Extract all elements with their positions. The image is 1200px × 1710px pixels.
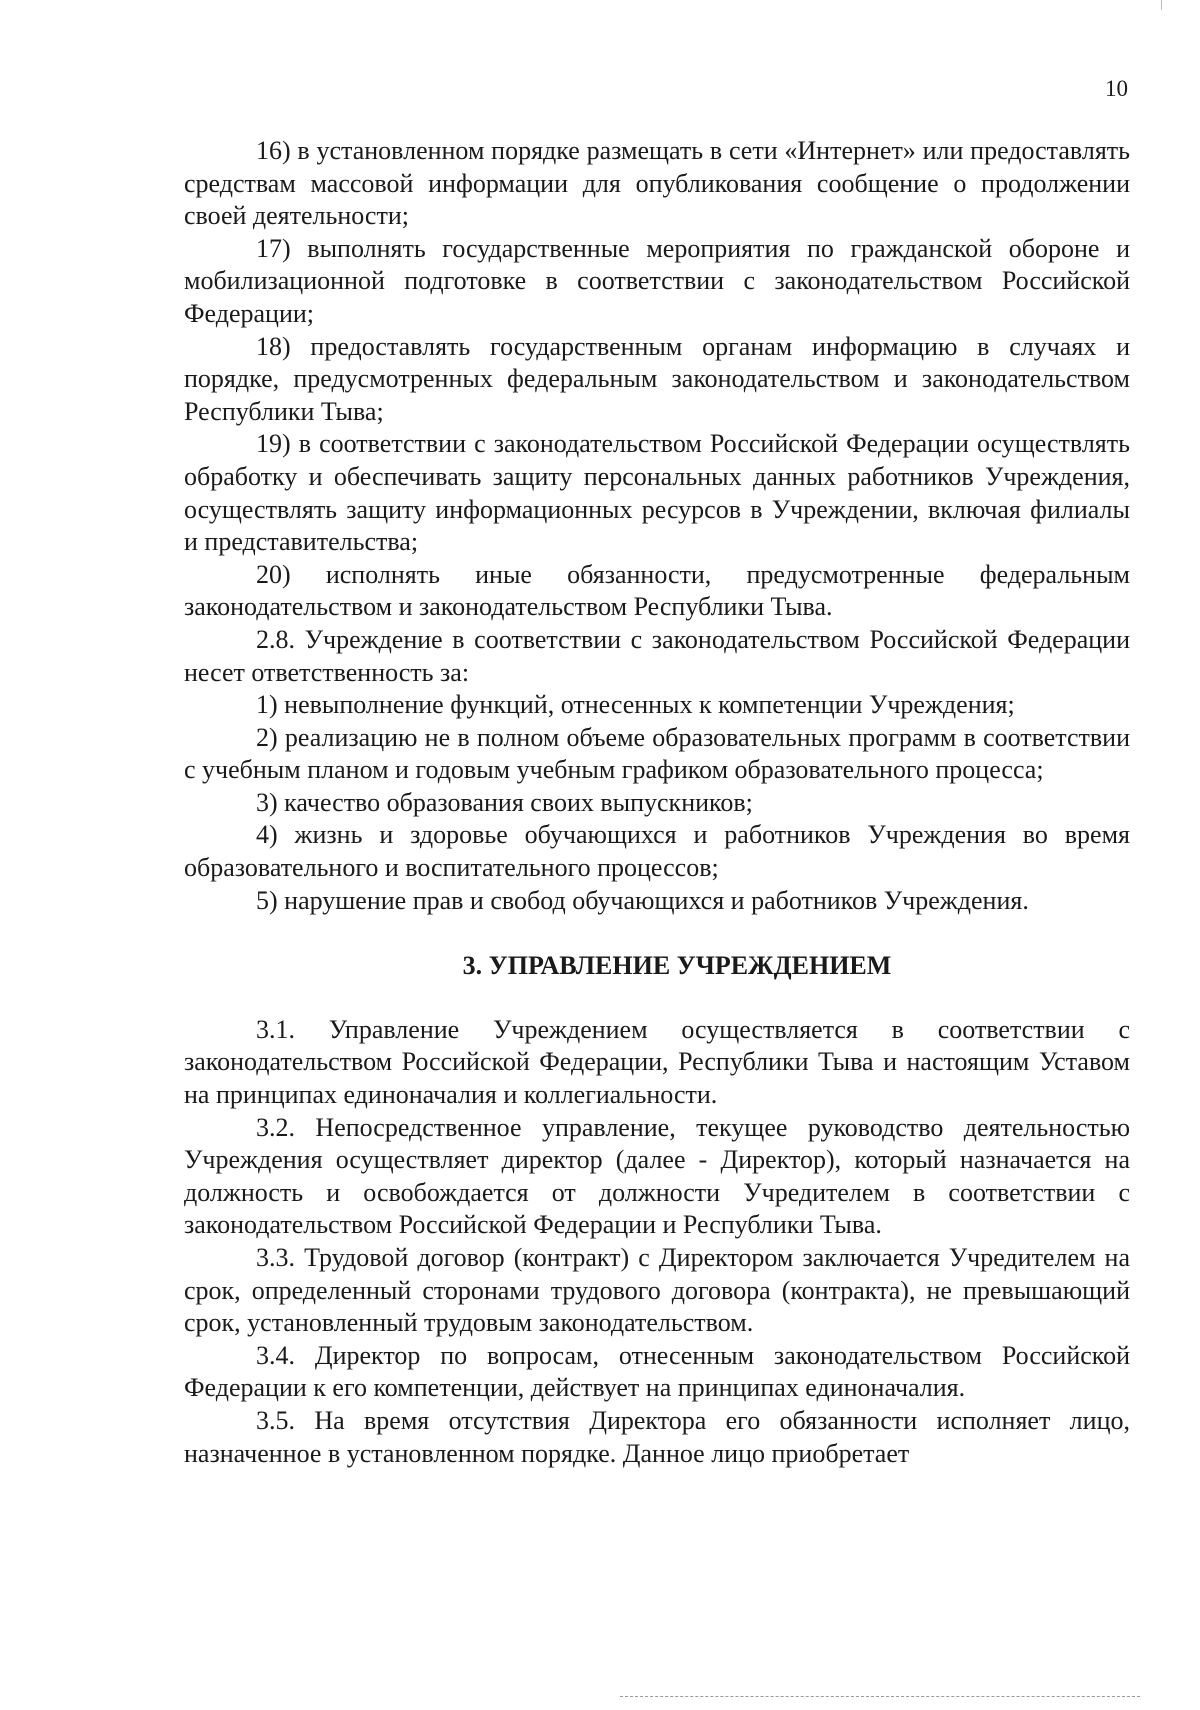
page-number: 10 — [1105, 76, 1128, 101]
list-item-16: 16) в установленном порядке размещать в сети «Интернет» или предоставлять средствам массовой информации для опубликования сообщение о продолжении своей деятельности; — [184, 136, 1130, 231]
clause-3-2: 3.2. Непосредственное управление, текущее руководство деятельностью Учреждения осуществляет директор (далее - Директор), который назначается на должность и освобождается от должности Учредителем в соответствии с законодательством Российской Федерации и Республики Тыва. — [184, 1112, 1130, 1240]
clause-3-1: 3.1. Управление Учреждением осуществляется в соответствии с законодательством Российской Федерации, Республики Тыва и настоящим Уставом на принципах единоначалия и коллегиальности. — [184, 1014, 1130, 1110]
clause-3-4: 3.4. Директор по вопросам, отнесенным законодательством Российской Федерации к его компетенции, действует на принципах единоначалия. — [184, 1340, 1130, 1403]
scan-edge-line — [620, 1696, 1140, 1698]
clause-3-5: 3.5. На время отсутствия Директора его обязанности исполняет лицо, назначенное в установленном порядке. Данное лицо приобретает — [184, 1405, 1130, 1468]
list-item-18: 18) предоставлять государственным органам информацию в случаях и порядке, предусмотренных федеральным законодательством и законодательством Республики Тыва; — [184, 331, 1130, 426]
list-item-20: 20) исполнять иные обязанности, предусмотренные федеральным законодательством и законодательством Республики Тыва. — [184, 559, 1130, 622]
clause-3-3: 3.3. Трудовой договор (контракт) с Директором заключается Учредителем на срок, определенный сторонами трудового договора (контракта), не превышающий срок, установленный трудовым законодательством. — [184, 1243, 1130, 1338]
responsibility-item-2: 2) реализацию не в полном объеме образовательных программ в соответствии с учебным планом и годовым учебным графиком образовательного процесса; — [184, 722, 1130, 785]
responsibility-item-5: 5) нарушение прав и свобод обучающихся и работников Учреждения. — [256, 885, 1029, 915]
list-item-17: 17) выполнять государственные мероприятия по гражданской обороне и мобилизационной подготовке в соответствии с законодательством Российской Федерации; — [184, 233, 1130, 328]
clause-2-8: 2.8. Учреждение в соответствии с законодательством Российской Федерации несет ответственность за: — [184, 624, 1130, 687]
list-item-19: 19) в соответствии с законодательством Российской Федерации осуществлять обработку и обеспечивать защиту персональных данных работников Учреждения, осуществлять защиту информационных ресурсов в Учреждении, включая филиалы и представительства; — [184, 429, 1130, 557]
responsibility-item-3: 3) качество образования своих выпускников; — [256, 787, 753, 817]
responsibility-item-1: 1) невыполнение функций, отнесенных к компетенции Учреждения; — [256, 690, 1015, 720]
scan-edge-mark — [1161, 0, 1162, 10]
responsibility-item-4: 4) жизнь и здоровье обучающихся и работников Учреждения во время образовательного и воспитательного процессов; — [184, 820, 1130, 883]
section-heading: 3. УПРАВЛЕНИЕ УЧРЕЖДЕНИЕМ — [462, 951, 892, 981]
document-body — [184, 135, 1130, 1470]
